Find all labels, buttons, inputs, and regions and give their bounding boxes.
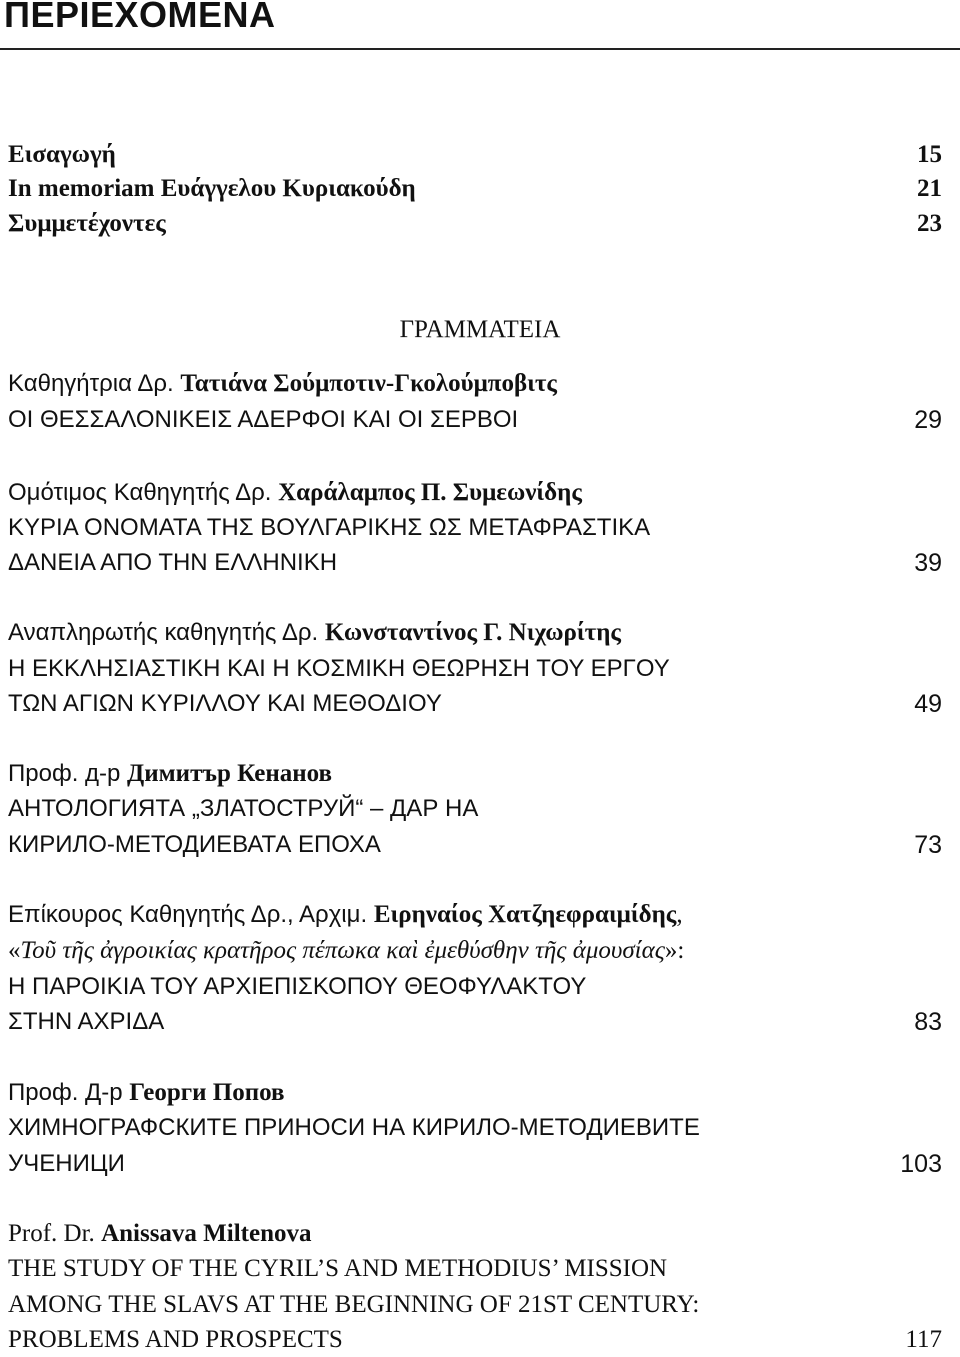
author-prefix: Καθηγήτρια Δρ.	[8, 370, 181, 397]
author-name: Χαράλαμπος Π. Συμεωνίδης	[278, 479, 582, 506]
toc-entry[interactable]	[8, 138, 942, 172]
entry-title-line: ΟΙ ΘΕΣΣΑΛΟΝΙΚΕΙΣ ΑΔΕΡΦΟΙ ΚΑΙ ΟΙ ΣΕΡΒΟΙ	[8, 406, 519, 433]
toc-page-number: 73	[914, 831, 942, 859]
toc-author	[8, 367, 942, 401]
author-name: Anissava Miltenova	[101, 1220, 312, 1247]
toc-entry-title[interactable]	[8, 970, 942, 1004]
title-divider	[0, 48, 960, 50]
toc-entry-label: Συμμετέχοντες	[8, 210, 166, 237]
toc-page-number: 29	[914, 406, 942, 434]
entry-title-line: ΚΥΡΙΑ ΟΝΟΜΑΤΑ ΤΗΣ ΒΟΥΛΓΑΡΙΚΗΣ ΩΣ ΜΕΤΑΦΡΑΣΤΙΚΑ	[8, 514, 651, 541]
author-prefix: Αναπληρωτής καθηγητής Δρ.	[8, 619, 325, 646]
toc-entry-title[interactable]	[8, 687, 942, 721]
entry-title-line: КИРИЛО-МЕТОДИЕВАТА ЕПОХА	[8, 831, 381, 858]
toc-entry-title[interactable]	[8, 1111, 942, 1145]
toc-author	[8, 1217, 942, 1251]
toc-entry-title[interactable]	[8, 792, 942, 826]
toc-entry[interactable]	[8, 207, 942, 241]
toc-entry-title[interactable]	[8, 511, 942, 545]
toc-page-number: 23	[917, 210, 942, 237]
toc-page-number: 15	[917, 141, 942, 168]
entry-title-line: ΔΑΝΕΙΑ ΑΠΟ ΤΗΝ ΕΛΛΗΝΙΚΗ	[8, 549, 338, 576]
toc-author	[8, 616, 942, 650]
entry-title-line: THE STUDY OF THE CYRIL’S AND METHODIUS’ MISSION	[8, 1255, 668, 1282]
toc-author	[8, 476, 942, 510]
toc-entry-title[interactable]	[8, 652, 942, 686]
author-prefix: Ομότιμος Καθηγητής Δρ.	[8, 479, 279, 506]
toc-entry-label: In memoriam Ευάγγελου Κυριακούδη	[8, 175, 416, 202]
quote-open: «	[8, 937, 21, 964]
toc-entry-title[interactable]	[8, 1005, 942, 1039]
author-suffix: ,	[676, 901, 683, 928]
toc-author	[8, 1076, 942, 1110]
toc-entry[interactable]	[8, 172, 942, 206]
entry-title-line: АНТОЛОГИЯТА „ЗЛАТОСТРУЙ“ – ДАР НА	[8, 795, 479, 822]
entry-title-line: ΣΤΗΝ ΑΧΡΙΔΑ	[8, 1008, 165, 1035]
toc-entry-title[interactable]	[8, 1147, 942, 1181]
quote-close: »:	[664, 937, 685, 964]
quote-text: Τοῦ τῆς ἀγροικίας κρατῆρος πέπωκα καὶ ἐμεθύσθην τῆς ἀμουσίας	[20, 937, 665, 964]
entry-title-line: ХИМНОГРАФСКИТЕ ПРИНОСИ НА КИРИЛО-МЕТОДИЕВИТЕ	[8, 1114, 700, 1141]
author-prefix: Проф. д-р	[8, 760, 128, 787]
entry-title-line: Η ΕΚΚΛΗΣΙΑΣΤΙΚΗ ΚΑΙ Η ΚΟΣΜΙΚΗ ΘΕΩΡΗΣΗ ΤΟΥ ΕΡΓΟΥ	[8, 655, 670, 682]
toc-page-number: 39	[914, 549, 942, 577]
toc-entry-title[interactable]	[8, 546, 942, 580]
entry-title-line: ΤΩΝ ΑΓΙΩΝ ΚΥΡΙΛΛΟΥ ΚΑΙ ΜΕΘΟΔΙΟΥ	[8, 690, 442, 717]
toc-entry-title[interactable]	[8, 1288, 942, 1322]
toc-author	[8, 898, 942, 932]
author-prefix: Проф. Д-р	[8, 1079, 130, 1106]
entry-title-line: AMONG THE SLAVS AT THE BEGINNING OF 21ST CENTURY:	[8, 1291, 700, 1318]
toc-entry-title[interactable]	[8, 1323, 942, 1357]
toc-entry-title[interactable]	[8, 403, 942, 437]
toc-page-number: 117	[905, 1326, 942, 1353]
entry-title-line: УЧЕНИЦИ	[8, 1150, 125, 1177]
toc-entry-label: Εισαγωγή	[8, 141, 116, 168]
toc-page-number: 103	[900, 1150, 942, 1178]
toc-entry-title[interactable]	[8, 1252, 942, 1286]
page-title: ΠΕΡΙΕΧΟΜΕΝΑ	[4, 0, 276, 35]
toc-page-number: 21	[917, 175, 942, 202]
author-name: Κωνσταντίνος Γ. Νιχωρίτης	[324, 619, 621, 646]
entry-title-line: PROBLEMS AND PROSPECTS	[8, 1326, 343, 1353]
author-name: Ειρηναίος Χατζηεφραιμίδης	[373, 901, 677, 928]
author-prefix: Επίκουρος Καθηγητής Δρ., Αρχιμ.	[8, 901, 374, 928]
toc-entry-title[interactable]	[8, 828, 942, 862]
entry-title-line: Η ΠΑΡΟΙΚΙΑ ΤΟΥ ΑΡΧΙΕΠΙΣΚΟΠΟΥ ΘΕΟΦΥΛΑΚΤΟΥ	[8, 973, 587, 1000]
toc-page-number: 49	[914, 690, 942, 718]
toc-author	[8, 757, 942, 791]
author-prefix: Prof. Dr.	[8, 1220, 102, 1247]
section-heading: ΓΡΑΜΜΑΤΕΙΑ	[399, 316, 561, 343]
author-name: Τατιάνα Σούμποτιν-Γκολούμποβιτς	[180, 370, 557, 397]
author-name: Димитър Кенанов	[127, 760, 333, 787]
toc-page-number: 83	[914, 1008, 942, 1036]
author-name: Георги Попов	[129, 1079, 285, 1106]
toc-entry-quote[interactable]	[8, 934, 942, 968]
